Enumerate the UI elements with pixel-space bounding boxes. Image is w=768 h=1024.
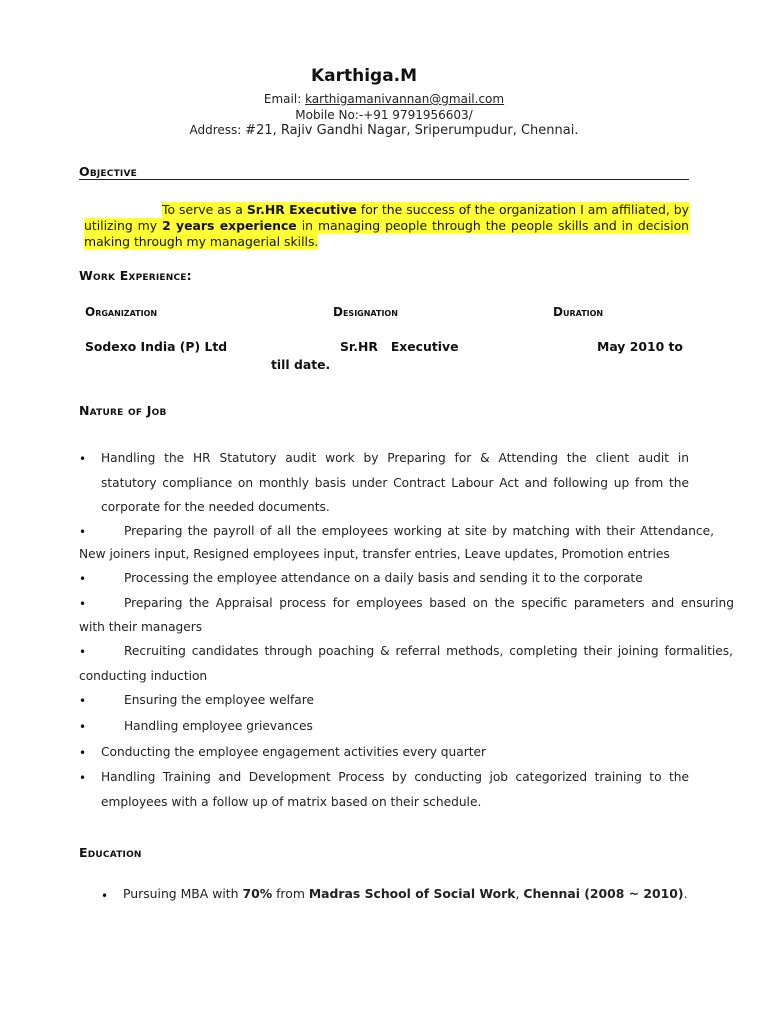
education-text-1: Pursuing MBA with (123, 886, 243, 901)
duty-3-line-1: Processing the employee attendance on a daily basis and sending it to the corporate (124, 571, 643, 585)
col-duration: Duration (553, 305, 604, 319)
bullet-7: • (79, 720, 87, 734)
objective-line-1 (162, 202, 689, 217)
work-duration-end: till date. (271, 357, 331, 372)
work-designation: Sr.HR Executive (340, 339, 459, 354)
objective-experience: 2 years experience (162, 218, 297, 233)
objective-line-2 (84, 218, 689, 233)
address-label: Address: (189, 123, 246, 137)
candidate-name: Karthiga.M (310, 66, 418, 86)
education-text-3: , (515, 886, 524, 901)
nature-of-job-heading: Nature of Job (79, 403, 167, 418)
objective-heading: Objective (79, 164, 137, 179)
col-organization: Organization (85, 305, 158, 319)
email-label: Email: (263, 92, 306, 106)
duty-5-line-2: conducting induction (79, 669, 208, 683)
objective-line-3: making through my managerial skills. (84, 234, 319, 249)
objective-text-1: To serve as a (162, 202, 247, 217)
duty-2-line-2: New joiners input, Resigned employees input, transfer entries, Leave updates, Promotion entries (79, 547, 670, 561)
bullet-8: • (79, 746, 87, 760)
bullet-2: • (79, 525, 87, 539)
education-text-4: . (683, 886, 688, 901)
education-heading: Education (79, 845, 142, 860)
duty-1-line-2: statutory compliance on monthly basis under Contract Labour Act and following up from the (101, 476, 689, 490)
objective-text (84, 202, 689, 250)
duty-1-line-3: corporate for the needed documents. (101, 500, 330, 514)
objective-text-4: in managing people through the people skills and in decision (296, 218, 690, 233)
email-link[interactable]: karthigamanivannan@gmail.com (305, 92, 505, 106)
duty-2-line-1: Preparing the payroll of all the employees working at site by matching with their Attendance, (124, 524, 714, 538)
education-institution: Madras School of Social Work (308, 886, 516, 901)
bullet-5: • (79, 645, 87, 659)
objective-text-2: for the success of the organization I am affiliated, by (356, 202, 689, 217)
education-bullet: • (101, 889, 109, 903)
objective-text-3: utilizing my (84, 218, 163, 233)
duty-7-line-1: Handling employee grievances (124, 719, 313, 733)
duty-1-line-1: Handling the HR Statutory audit work by Preparing for & Attending the client audit in (101, 451, 689, 465)
duty-8-line-1: Conducting the employee engagement activities every quarter (101, 745, 487, 759)
work-organization: Sodexo India (P) Ltd (85, 339, 228, 354)
duty-9-line-2: employees with a follow up of matrix based on their schedule. (101, 795, 482, 809)
bullet-4: • (79, 597, 87, 611)
duty-5-line-1: Recruiting candidates through poaching & referral methods, completing their joining formalities, (124, 644, 733, 658)
bullet-9: • (79, 771, 87, 785)
bullet-1: • (79, 452, 87, 466)
duty-9-line-1: Handling Training and Development Process by conducting job categorized training to the (101, 770, 689, 784)
bullet-6: • (79, 694, 87, 708)
duty-6-line-1: Ensuring the employee welfare (124, 693, 314, 707)
education-score: 70% (242, 886, 273, 901)
duty-4-line-1: Preparing the Appraisal process for employees based on the specific parameters and ensuring (124, 596, 734, 610)
col-designation: Designation (333, 305, 398, 319)
education-location-years: Chennai (2008 ~ 2010) (523, 886, 684, 901)
objective-role: Sr.HR Executive (246, 202, 357, 217)
address-line (0, 123, 768, 138)
objective-divider (79, 179, 689, 180)
mobile-line: Mobile No:-+91 9791956603/ (295, 108, 473, 122)
duty-4-line-2: with their managers (79, 620, 203, 634)
email-line (0, 92, 768, 106)
address-value: #21, Rajiv Gandhi Nagar, Sriperumpudur, Chennai. (245, 123, 579, 138)
work-experience-heading: Work Experience: (79, 268, 192, 283)
education-text-2: from (272, 886, 309, 901)
work-duration: May 2010 to (597, 339, 683, 354)
education-entry (123, 886, 688, 901)
bullet-3: • (79, 572, 87, 586)
